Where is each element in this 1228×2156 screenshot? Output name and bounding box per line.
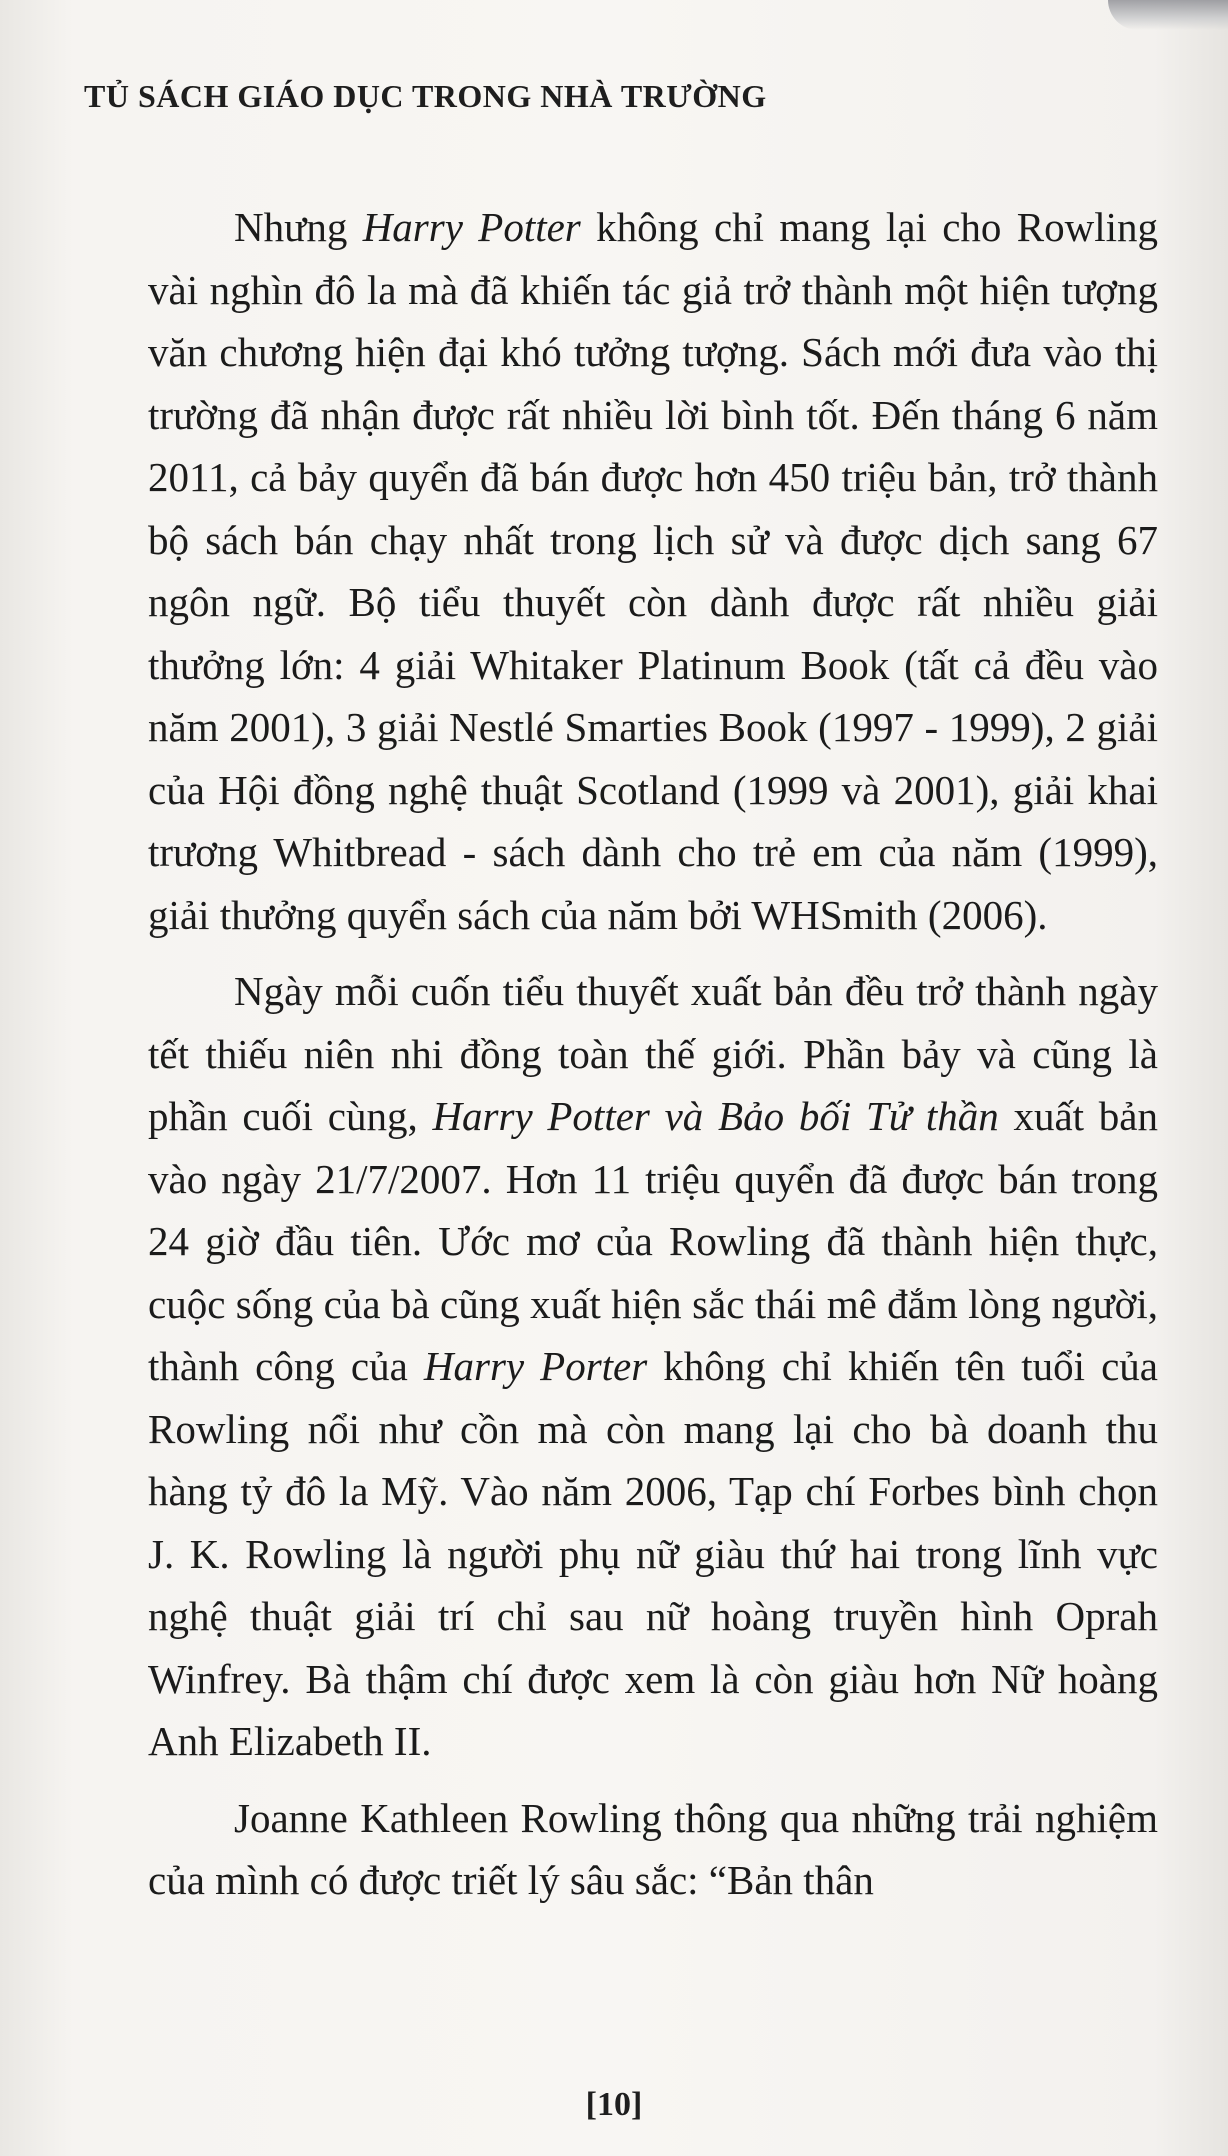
page-corner-shadow [1108,0,1228,30]
italic-title: Harry Porter [423,1343,648,1389]
text-run: Ngày mỗi cuốn tiểu thuyết xuất bản đều trở thành ngày tết thiếu niên nhi đồng toàn thế giới. Phần bảy và cũng là phần cuối cùng, [148,968,1158,1139]
body-text [148,196,1158,1926]
italic-title: Harry Potter và Bảo bối Tử thần [432,1093,999,1139]
paragraph-1 [148,196,1158,946]
text-run: xuất bản vào ngày 21/7/2007. Hơn 11 triệu quyển đã được bán trong 24 giờ đầu tiên. Ước mơ của Rowling đã thành hiện thực, cuộc sống của bà cũng xuất hiện sắc thái mê đắm lòng người, thành công của [148,1093,1158,1389]
paragraph-2 [148,960,1158,1773]
paragraph-3 [148,1787,1158,1912]
italic-title: Harry Potter [362,204,581,250]
text-run: Nhưng [234,204,363,250]
text-run: không chỉ khiến tên tuổi của Rowling nổi như cồn mà còn mang lại cho bà doanh thu hàng tỷ đô la Mỹ. Vào năm 2006, Tạp chí Forbes bình chọn J. K. Rowling là người phụ nữ giàu thứ hai trong lĩnh vực nghệ thuật giải trí chỉ sau nữ hoàng truyền hình Oprah Winfrey. Bà thậm chí được xem là còn giàu hơn Nữ hoàng Anh Elizabeth II. [148,1343,1159,1764]
running-header: TỦ SÁCH GIÁO DỤC TRONG NHÀ TRƯỜNG [84,78,767,114]
text-run: không chỉ mang lại cho Rowling vài nghìn đô la mà đã khiến tác giả trở thành một hiện tượng văn chương hiện đại khó tưởng tượng. Sách mới đưa vào thị trường đã nhận được rất nhiều lời bình tốt. Đến tháng 6 năm 2011, cả bảy quyển đã bán được hơn 450 triệu bản, trở thành bộ sách bán chạy nhất trong lịch sử và được dịch sang 67 ngôn ngữ. Bộ tiểu thuyết còn dành được rất nhiều giải thưởng lớn: 4 giải Whitaker Platinum Book (tất cả đều vào năm 2001), 3 giải Nestlé Smarties Book (1997 - 1999), 2 giải của Hội đồng nghệ thuật Scotland (1999 và 2001), giải khai trương Whitbread - sách dành cho trẻ em của năm (1999), giải thưởng quyển sách của năm bởi WHSmith (2006). [148,204,1159,938]
text-run: Joanne Kathleen Rowling thông qua những trải nghiệm của mình có được triết lý sâu sắc: “Bản thân [148,1794,1158,1903]
page-number: [10] [585,2086,643,2123]
